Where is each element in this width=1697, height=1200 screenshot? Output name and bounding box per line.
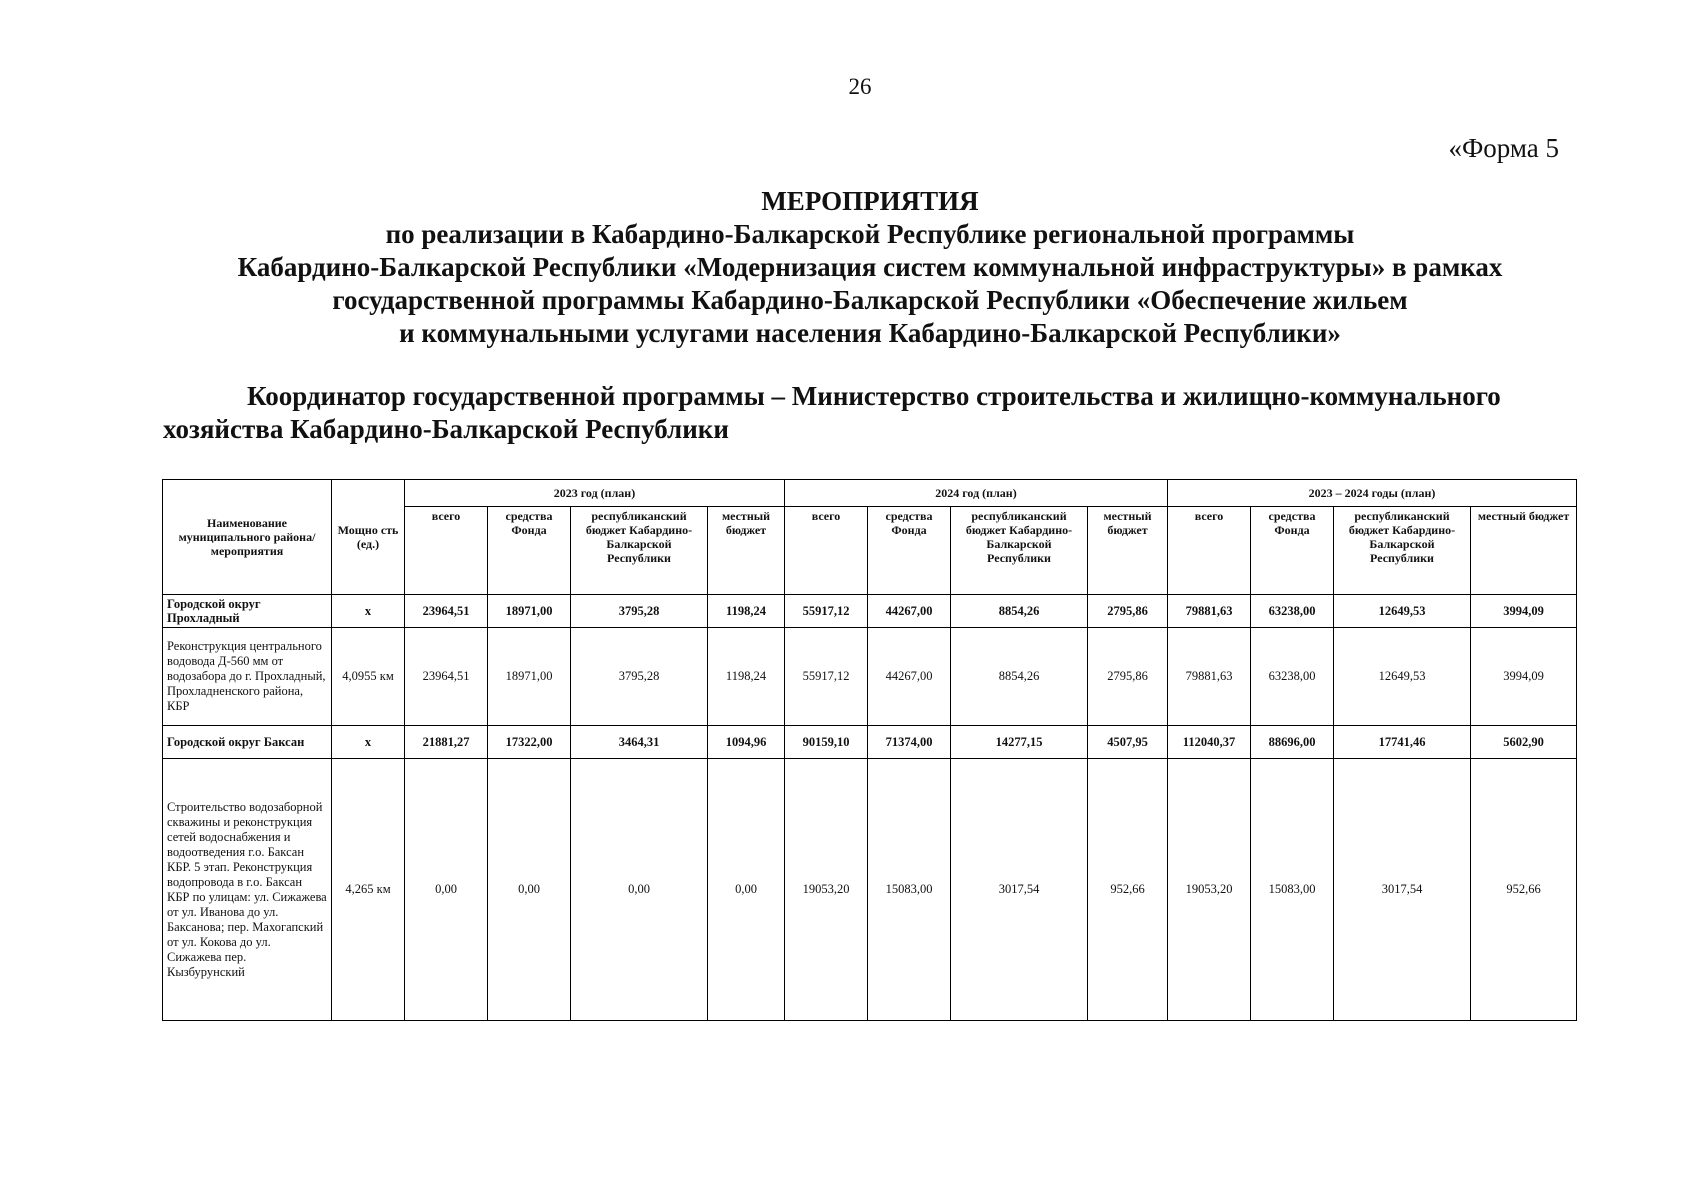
header-local-budget: местный бюджет xyxy=(1088,507,1168,595)
header-fund: средства Фонда xyxy=(488,507,571,595)
row-value: 1198,24 xyxy=(708,628,785,726)
row-value: 3994,09 xyxy=(1471,595,1577,628)
row-value: 19053,20 xyxy=(1168,759,1251,1021)
row-value: 18971,00 xyxy=(488,595,571,628)
row-value: 17741,46 xyxy=(1334,726,1471,759)
measures-table xyxy=(162,479,1577,1021)
header-period-2023: 2023 год (план) xyxy=(405,480,785,507)
row-value: 12649,53 xyxy=(1334,628,1471,726)
row-value: 1094,96 xyxy=(708,726,785,759)
table-row-group xyxy=(163,726,1577,759)
table-row-item xyxy=(163,628,1577,726)
row-value: 44267,00 xyxy=(868,595,951,628)
row-name: Строительство водозаборной скважины и реконструкция сетей водоснабжения и водоотведения г.о. Баксан КБР. 5 этап. Реконструкция водопровода в г.о. Баксан КБР по улицам: ул. Сижажева от ул. Иванова до ул. Баксанова; пер. Махогапский от ул. Кокова до ул. Сижажева пер. Кызбурунский xyxy=(163,759,332,1021)
coordinator-line: хозяйства Кабардино-Балкарской Республики xyxy=(163,414,729,444)
row-value: 112040,37 xyxy=(1168,726,1251,759)
row-value: 952,66 xyxy=(1088,759,1168,1021)
row-value: 3464,31 xyxy=(571,726,708,759)
header-period-2024: 2024 год (план) xyxy=(785,480,1168,507)
header-period-2023-2024: 2023 – 2024 годы (план) xyxy=(1168,480,1577,507)
row-name: Городской округ Баксан xyxy=(163,726,332,759)
row-value: 88696,00 xyxy=(1251,726,1334,759)
row-value: 90159,10 xyxy=(785,726,868,759)
row-value: 79881,63 xyxy=(1168,628,1251,726)
title-line: государственной программы Кабардино-Балкарской Республики «Обеспечение жильем xyxy=(332,285,1408,315)
row-name: Реконструкция центрального водовода Д-560 мм от водозабора до г. Прохладный, Прохладненского района, КБР xyxy=(163,628,332,726)
table-body xyxy=(163,595,1577,1021)
row-value: 0,00 xyxy=(405,759,488,1021)
title-line: по реализации в Кабардино-Балкарской Республике региональной программы xyxy=(385,219,1355,249)
header-name: Наименование муниципального района/мероприятия xyxy=(163,480,332,595)
header-republic-budget: республиканский бюджет Кабардино-Балкарской Республики xyxy=(571,507,708,595)
title-line: МЕРОПРИЯТИЯ xyxy=(761,186,979,216)
row-value: 19053,20 xyxy=(785,759,868,1021)
row-value: 44267,00 xyxy=(868,628,951,726)
row-value: 952,66 xyxy=(1471,759,1577,1021)
row-power: x xyxy=(332,726,405,759)
row-value: 71374,00 xyxy=(868,726,951,759)
title-line: Кабардино-Балкарской Республики «Модернизация систем коммунальной инфраструктуры» в рамках xyxy=(237,252,1503,282)
header-row-periods xyxy=(163,480,1577,507)
header-fund: средства Фонда xyxy=(868,507,951,595)
row-value: 63238,00 xyxy=(1251,595,1334,628)
row-value: 0,00 xyxy=(488,759,571,1021)
row-power: 4,0955 км xyxy=(332,628,405,726)
row-value: 21881,27 xyxy=(405,726,488,759)
header-total: всего xyxy=(785,507,868,595)
form-label: «Форма 5 xyxy=(1448,133,1559,163)
row-value: 0,00 xyxy=(571,759,708,1021)
row-value: 79881,63 xyxy=(1168,595,1251,628)
row-value: 3795,28 xyxy=(571,595,708,628)
row-value: 3795,28 xyxy=(571,628,708,726)
header-fund: средства Фонда xyxy=(1251,507,1334,595)
row-value: 2795,86 xyxy=(1088,628,1168,726)
row-value: 4507,95 xyxy=(1088,726,1168,759)
row-value: 3994,09 xyxy=(1471,628,1577,726)
row-value: 8854,26 xyxy=(951,628,1088,726)
row-value: 23964,51 xyxy=(405,628,488,726)
row-value: 12649,53 xyxy=(1334,595,1471,628)
table-row-group xyxy=(163,595,1577,628)
header-local-budget: местный бюджет xyxy=(708,507,785,595)
row-value: 14277,15 xyxy=(951,726,1088,759)
row-value: 15083,00 xyxy=(868,759,951,1021)
row-value: 17322,00 xyxy=(488,726,571,759)
header-republic-budget: республиканский бюджет Кабардино-Балкарской Республики xyxy=(951,507,1088,595)
header-total: всего xyxy=(1168,507,1251,595)
header-power: Мощно сть (ед.) xyxy=(332,480,405,595)
row-power: x xyxy=(332,595,405,628)
row-value: 5602,90 xyxy=(1471,726,1577,759)
row-value: 63238,00 xyxy=(1251,628,1334,726)
page-number: 26 xyxy=(848,74,872,99)
row-value: 55917,12 xyxy=(785,628,868,726)
row-value: 55917,12 xyxy=(785,595,868,628)
document-title xyxy=(180,185,1560,350)
row-power: 4,265 км xyxy=(332,759,405,1021)
row-name: Городской округ Прохладный xyxy=(163,595,332,628)
table-row-item xyxy=(163,759,1577,1021)
header-total: всего xyxy=(405,507,488,595)
row-value: 15083,00 xyxy=(1251,759,1334,1021)
row-value: 2795,86 xyxy=(1088,595,1168,628)
row-value: 1198,24 xyxy=(708,595,785,628)
row-value: 3017,54 xyxy=(1334,759,1471,1021)
row-value: 0,00 xyxy=(708,759,785,1021)
row-value: 3017,54 xyxy=(951,759,1088,1021)
header-republic-budget: республиканский бюджет Кабардино-Балкарской Республики xyxy=(1334,507,1471,595)
coordinator-text xyxy=(163,380,1583,446)
row-value: 23964,51 xyxy=(405,595,488,628)
header-local-budget: местный бюджет xyxy=(1471,507,1577,595)
row-value: 18971,00 xyxy=(488,628,571,726)
coordinator-line: Координатор государственной программы – Министерство строительства и жилищно-коммунального xyxy=(247,381,1501,411)
row-value: 8854,26 xyxy=(951,595,1088,628)
title-line: и коммунальными услугами населения Кабардино-Балкарской Республики» xyxy=(399,318,1341,348)
